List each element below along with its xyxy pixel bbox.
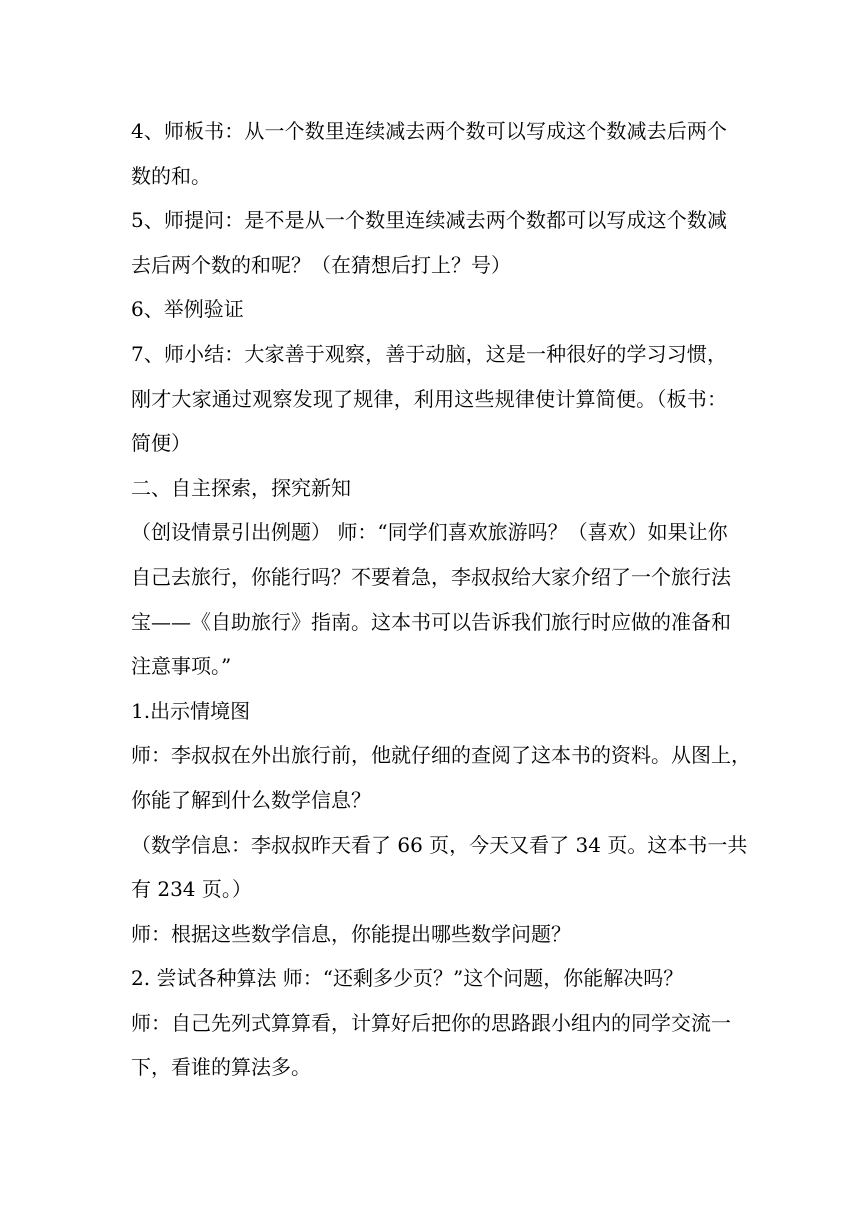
text-line: 自己去旅行，你能行吗？不要着急，李叔叔给大家介绍了一个旅行法 — [131, 564, 731, 589]
text-line: 你能了解到什么数学信息？ — [131, 787, 371, 812]
text-line: 有 234 页。） — [131, 877, 252, 902]
text-line: （数学信息：李叔叔昨天看了 66 页，今天又看了 34 页。这本书一共 — [131, 832, 748, 857]
text-line: 简便） — [131, 431, 191, 456]
text-line: 数的和。 — [131, 163, 211, 188]
text-line: 师：根据这些数学信息，你能提出哪些数学问题？ — [131, 921, 571, 946]
text-line: 注意事项。” — [131, 654, 232, 679]
text-line: 宝——《自助旅行》指南。这本书可以告诉我们旅行时应做的准备和 — [131, 609, 731, 634]
text-line: 师：自己先列式算算看，计算好后把你的思路跟小组内的同学交流一 — [131, 1010, 731, 1035]
text-line: 2. 尝试各种算法 师：“还剩多少页？”这个问题，你能解决吗？ — [131, 966, 684, 991]
text-line: 去后两个数的和呢？（在猜想后打上？号） — [131, 252, 511, 277]
text-line: 师：李叔叔在外出旅行前，他就仔细的查阅了这本书的资料。从图上， — [131, 743, 751, 768]
text-line: 下，看谁的算法多。 — [131, 1055, 311, 1080]
text-line: 4、师板书：从一个数里连续减去两个数可以写成这个数减去后两个 — [131, 119, 727, 143]
text-line: 5、师提问：是不是从一个数里连续减去两个数都可以写成这个数减 — [131, 208, 727, 233]
document-body — [131, 109, 751, 1090]
section-heading: 二、自主探索，探究新知 — [131, 475, 351, 500]
text-line: 7、师小结：大家善于观察，善于动脑，这是一种很好的学习习惯， — [131, 341, 727, 366]
text-line: （创设情景引出例题） 师：“同学们喜欢旅游吗？（喜欢）如果让你 — [131, 520, 728, 545]
text-line: 1.出示情境图 — [131, 698, 251, 723]
text-line: 6、举例验证 — [131, 297, 244, 322]
text-line: 刚才大家通过观察发现了规律，利用这些规律使计算简便。（板书： — [131, 386, 727, 411]
